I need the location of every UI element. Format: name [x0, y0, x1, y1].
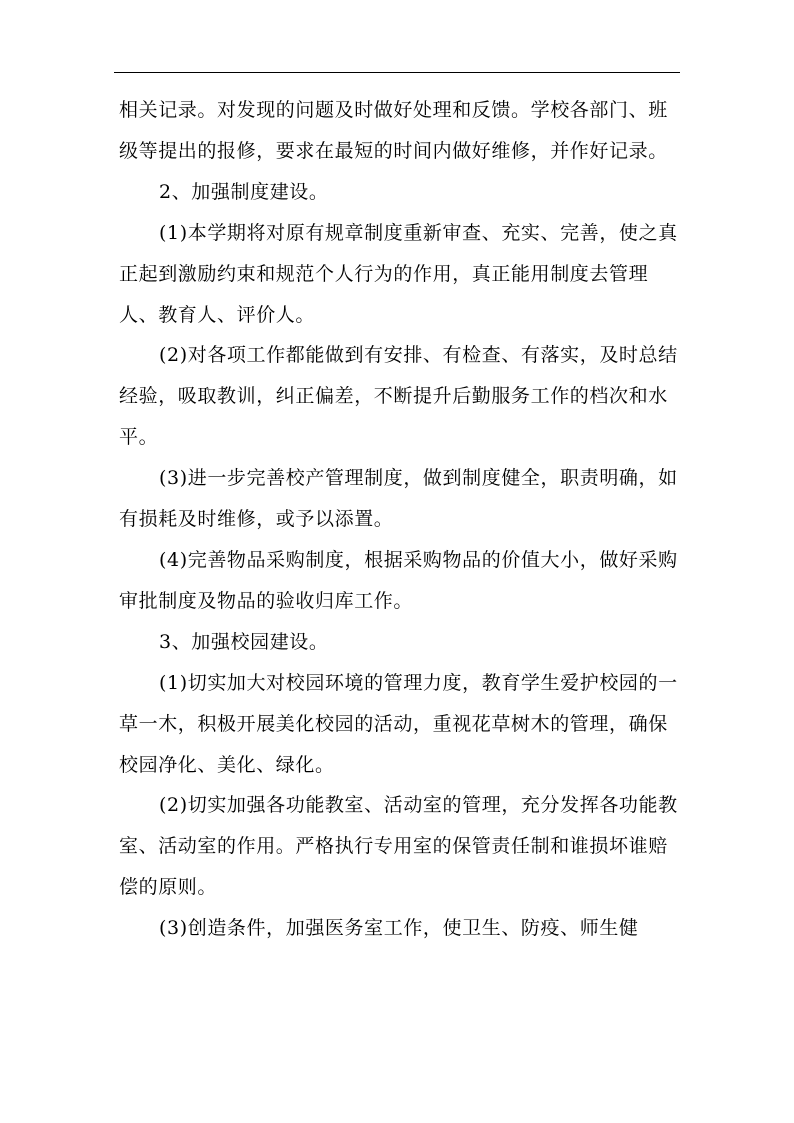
paragraph-2-1: (1)本学期将对原有规章制度重新审查、充实、完善，使之真正起到激励约束和规范个人行为的作用，真正能用制度去管理人、教育人、评价人。	[119, 221, 678, 326]
paragraph-2-2: (2)对各项工作都能做到有安排、有检查、有落实，及时总结经验，吸取教训，纠正偏差，不断提升后勤服务工作的档次和水平。	[119, 344, 678, 449]
paragraph-continuation: 相关记录。对发现的问题及时做好处理和反馈。学校各部门、班级等提出的报修，要求在最短的时间内做好维修，并作好记录。	[119, 99, 668, 162]
paragraph-3-3: (3)创造条件，加强医务室工作，使卫生、防疫、师生健	[159, 917, 639, 940]
section-heading-2: 2、加强制度建设。	[159, 180, 329, 203]
paragraph-3-2: (2)切实加强各功能教室、活动室的管理，充分发挥各功能教室、活动室的作用。严格执行专用室的保管责任制和谁损坏谁赔偿的原则。	[119, 794, 678, 899]
paragraph-2-3: (3)进一步完善校产管理制度，做到制度健全，职责明确，如有损耗及时维修，或予以添置。	[119, 467, 678, 531]
paragraph-3-1: (1)切实加大对校园环境的管理力度，教育学生爱护校园的一草一木，积极开展美化校园的活动，重视花草树木的管理，确保校园净化、美化、绿化。	[119, 671, 678, 776]
section-heading-3: 3、加强校园建设。	[159, 630, 329, 653]
header-rule	[114, 72, 680, 73]
paragraph-2-4: (4)完善物品采购制度，根据采购物品的价值大小，做好采购审批制度及物品的验收归库工作。	[119, 548, 678, 612]
document-body	[119, 90, 681, 949]
